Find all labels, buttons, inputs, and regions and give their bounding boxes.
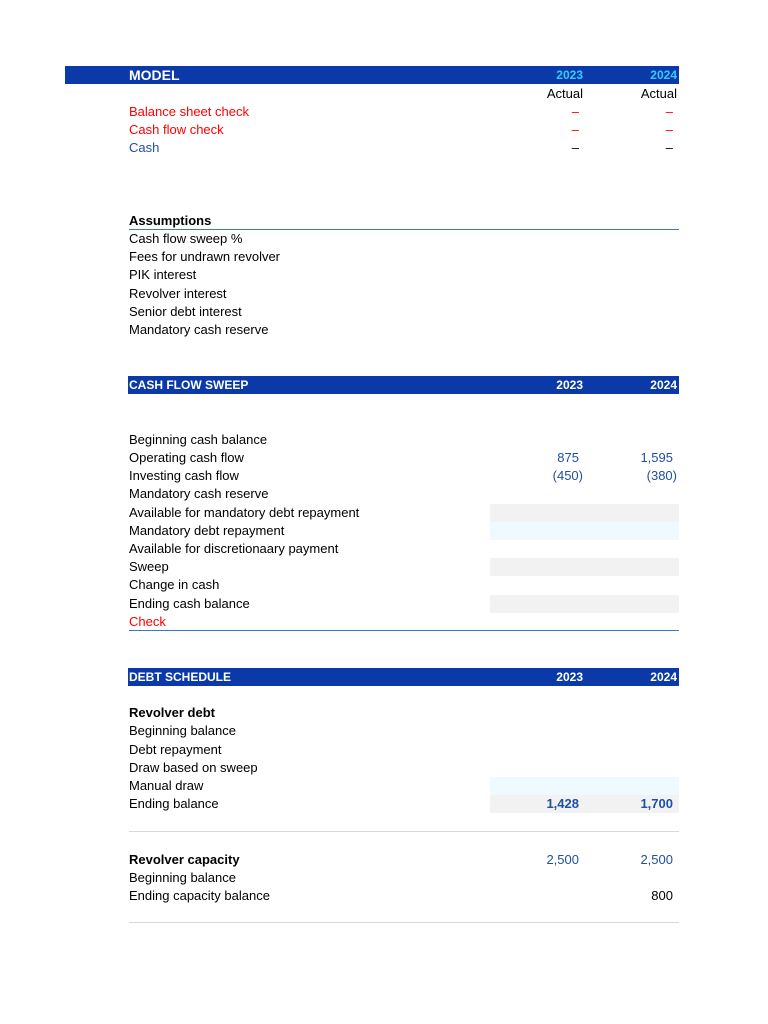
cfs-check-row [129,613,679,631]
cfs-row [129,449,679,467]
assumption-row [129,321,679,339]
cell-2024: – [665,140,673,155]
row-label: Mandatory cash reserve [129,486,269,501]
cell-2024: 2,500 [640,852,673,867]
model-title: MODEL [129,67,180,83]
cash-flow-check-row [129,121,679,139]
row-label: Cash flow check [129,122,224,137]
assumption-label: Senior debt interest [129,304,242,319]
cfs-row [129,522,679,540]
model-subheader-row [129,85,679,103]
row-label: Cash [129,140,160,155]
assumption-row [129,230,679,248]
model-header-bar [65,66,679,84]
row-label: Mandatory debt repayment [129,523,285,538]
row-label: Sweep [129,559,169,574]
ds-row [129,722,679,740]
row-label: Manual draw [129,778,204,793]
cfs-row [129,576,679,594]
ds-row [129,759,679,777]
row-label: Check [129,614,166,629]
cash-flow-sweep-title: CASH FLOW SWEEP [129,378,249,392]
assumption-label: PIK interest [129,267,197,282]
row-label: Beginning cash balance [129,432,268,447]
cfs-row [129,595,679,613]
row-label: Operating cash flow [129,450,244,465]
ds-row [129,869,679,887]
cfs-year-2024: 2024 [650,378,677,392]
cell-2023: 875 [557,450,579,465]
cell-2023: – [571,140,579,155]
assumptions-title: Assumptions [129,213,212,228]
ds-row [129,887,679,905]
row-label: Debt repayment [129,742,222,757]
cfs-row [129,467,679,485]
cell-2023: 1,428 [546,796,579,811]
ds-divider [129,831,679,832]
cell-2024: – [665,122,673,137]
ds-row [129,741,679,759]
cell-2023: – [571,104,579,119]
ds-bottom-divider [129,922,679,923]
cfs-row [129,485,679,503]
cash-row [129,139,679,157]
cell-2024: (380) [646,468,677,483]
cell-2023: – [571,122,579,137]
assumption-label: Fees for undrawn revolver [129,249,281,264]
ds-year-2023: 2023 [556,670,583,684]
revolver-debt-header-row [129,704,679,722]
row-label: Beginning balance [129,723,236,738]
row-label: Beginning balance [129,870,236,885]
cash-flow-sweep-header-bar [128,376,679,394]
cfs-row [129,540,679,558]
cfs-year-2023: 2023 [556,378,583,392]
assumption-row [129,266,679,284]
cfs-row [129,431,679,449]
cell-2023: (450) [552,468,583,483]
assumption-row [129,303,679,321]
cfs-bottom-divider [129,630,679,631]
row-label: Available for mandatory debt repayment [129,505,360,520]
cell-2024: 1,595 [640,450,673,465]
assumption-label: Cash flow sweep % [129,231,243,246]
model-year-2023: 2023 [556,68,583,82]
row-label: Available for discretionaary payment [129,541,339,556]
ds-ending-balance-row [129,795,679,813]
ds-row [129,777,679,795]
model-sub-2024: Actual [640,86,677,101]
row-label: Balance sheet check [129,104,249,119]
row-label: Investing cash flow [129,468,239,483]
cfs-row [129,558,679,576]
debt-schedule-title: DEBT SCHEDULE [129,670,232,684]
cell-2024: – [665,104,673,119]
assumption-row [129,285,679,303]
row-label: Change in cash [129,577,220,592]
row-label: Draw based on sweep [129,760,258,775]
assumption-label: Mandatory cash reserve [129,322,269,337]
ds-year-2024: 2024 [650,670,677,684]
revolver-capacity-title: Revolver capacity [129,852,240,867]
cell-2023: 2,500 [546,852,579,867]
assumption-row [129,248,679,266]
balance-sheet-check-row [129,103,679,121]
model-sub-2023: Actual [546,86,583,101]
assumptions-header-row [129,212,679,230]
revolver-capacity-header-row [129,851,679,869]
cell-2024: 1,700 [640,796,673,811]
debt-schedule-header-bar [128,668,679,686]
model-year-2024: 2024 [650,68,677,82]
row-label: Ending cash balance [129,596,250,611]
assumption-label: Revolver interest [129,286,227,301]
cell-2024: 800 [651,888,673,903]
cfs-row [129,504,679,522]
row-label: Ending capacity balance [129,888,270,903]
row-label: Ending balance [129,796,219,811]
revolver-debt-title: Revolver debt [129,705,215,720]
